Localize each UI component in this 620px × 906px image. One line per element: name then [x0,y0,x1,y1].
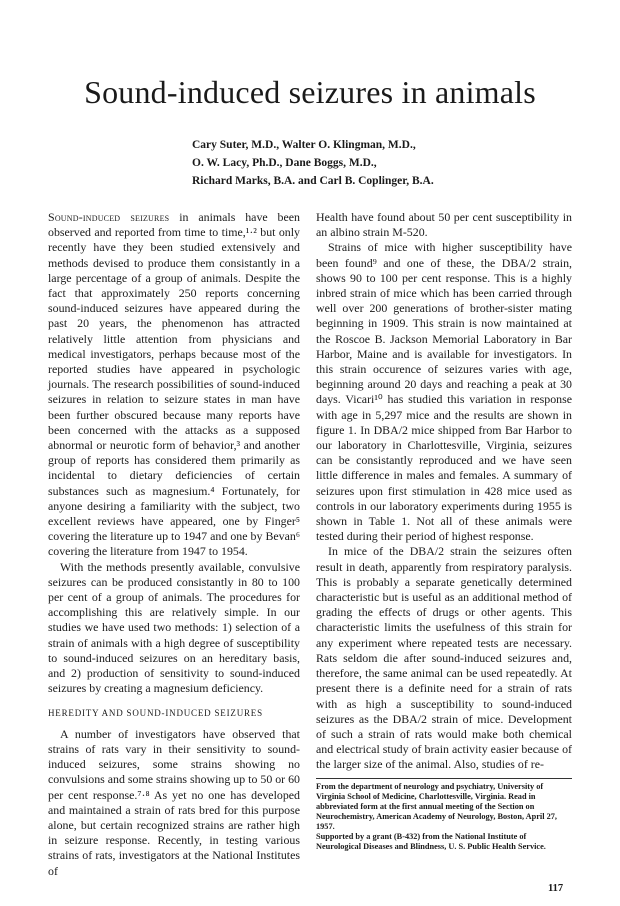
footnote-divider [316,778,572,779]
author-line: Richard Marks, B.A. and Carl B. Coplinger, B.A. [192,175,434,187]
footnote-funding: Supported by a grant (B-432) from the National Institute of Neurological Diseases and Blindness, U. S. Public Health Service. [316,831,546,851]
right-column [316,210,572,852]
section-heading: HEREDITY AND SOUND-INDUCED SEIZURES [48,707,263,718]
author-list [192,136,434,190]
author-line: O. W. Lacy, Ph.D., Dane Boggs, M.D., [192,157,377,169]
paragraph: A number of investigators have observed that strains of rats vary in their sensitivity to sound-induced seizures, some strains showing no convulsions and some strains showing up to 50 or 60 per cent response.⁷·⁸ As yet no one has developed and maintained a strain of rats bred for this purpose alone, but certain recognized strains are rather high in seizure response. Recently, in testing various strains of rats, investigators at the National Institutes of [48,726,301,878]
paragraph: With the methods presently available, convulsive seizures can be produced consistantly in 80 to 100 per cent of a group of animals. The procedures for accomplishing this are relatively simple. In our studies we have used two methods: 1) selection of a strain of animals with a high degree of susceptibility to sound-induced seizures on an hereditary basis, and 2) production of sensitivity to sound-induced seizures by creating a magnesium deficiency. [48,559,300,696]
paragraph-text: in animals have been observed and reported from time to time,¹·² but only recently have they been studied extensively and methods devised to produce them consistantly in a large percentage of a group of animals. Despite the fact that approximately 250 reports concerning sound-induced seizures have appeared during the past 20 years, the phenomenon has attracted relatively little attention from physicians and medical investigators, perhaps because most of the reported studies have appeared in psychologic journals. The research possibilities of sound-induced seizures in relation to seizure states in man have been further obscured because many reports have been concerned with the attacks as a supposed abnormal or neurotic form of behavior,³ and another group of reports has considered them primarily as incidental to dietary deficiencies of certain substances such as magnesium.⁴ Fortunately, for anyone desiring a familiarity with the subject, two excellent reviews have appeared, one by Finger⁵ covering the literature up to 1947 and one by Bevan⁶ covering the literature from 1947 to 1954. [48,210,301,559]
paragraph: Health have found about 50 per cent susceptibility in an albino strain M-520. [316,210,572,240]
left-column [48,210,300,879]
footnote-affiliation: From the department of neurology and psychiatry, University of Virginia School of Medicine, Charlottesville, Virginia. Read in abbreviated form at the first annual meeting of the Section on Neurochemistry, American Academy of Neurology, Boston, April 27, 1957. [316,781,557,831]
page-number: 117 [548,883,564,894]
paragraph: In mice of the DBA/2 strain the seizures often result in death, apparently from respiratory paralysis. This is probably a separate genetically determined characteristic but is useful as an additional method of grading the effects of drugs or other agents. This characteristic limits the usefulness of this strain for any experiment where repeated tests are necessary. Rats seldom die after sound-induced seizures and, therefore, the same animal can be used repeatedly. At present there is a definite need for a strain of rats with as high a susceptibility to sound-induced seizures as the DBA/2 strain of mice. Development of such a strain of rats would make both chemical and electrical study of brain activity easier because of the larger size of the animal. Also, studies of re- [316,544,572,772]
paragraph: Strains of mice with higher susceptibility have been found⁹ and one of these, the DBA/2 strain, shows 90 to 100 per cent response. This is a highly inbred strain of mice which has been carried through well over 200 generations of brother-sister mating beginning in 1909. This strain is now maintained at the Roscoe B. Jackson Memorial Laboratory in Bar Harbor, Maine and is available for investigators. In this strain occurence of seizures varies with age, beginning around 20 days and reaching a peak at 30 days. Vicari¹⁰ has studied this variation in response with age in 5,297 mice and the results are shown in figure 1. In DBA/2 mice shipped from Bar Harbor to our laboratory in Charlottesville, Virginia, seizures can be consistantly reproduced and we have seen little difference in males and females. A summary of seizures upon first stimulation in 428 mice used as controls in our laboratory experiments during 1955 is shown in Table 1. Not all of these animals were tested during their period of highest response. [316,240,572,544]
author-line: Cary Suter, M.D., Walter O. Klingman, M.D., [192,139,416,151]
article-title: Sound-induced seizures in animals [84,74,536,110]
lead-in: Sound-induced seizures [48,210,170,224]
paragraph [48,210,300,560]
